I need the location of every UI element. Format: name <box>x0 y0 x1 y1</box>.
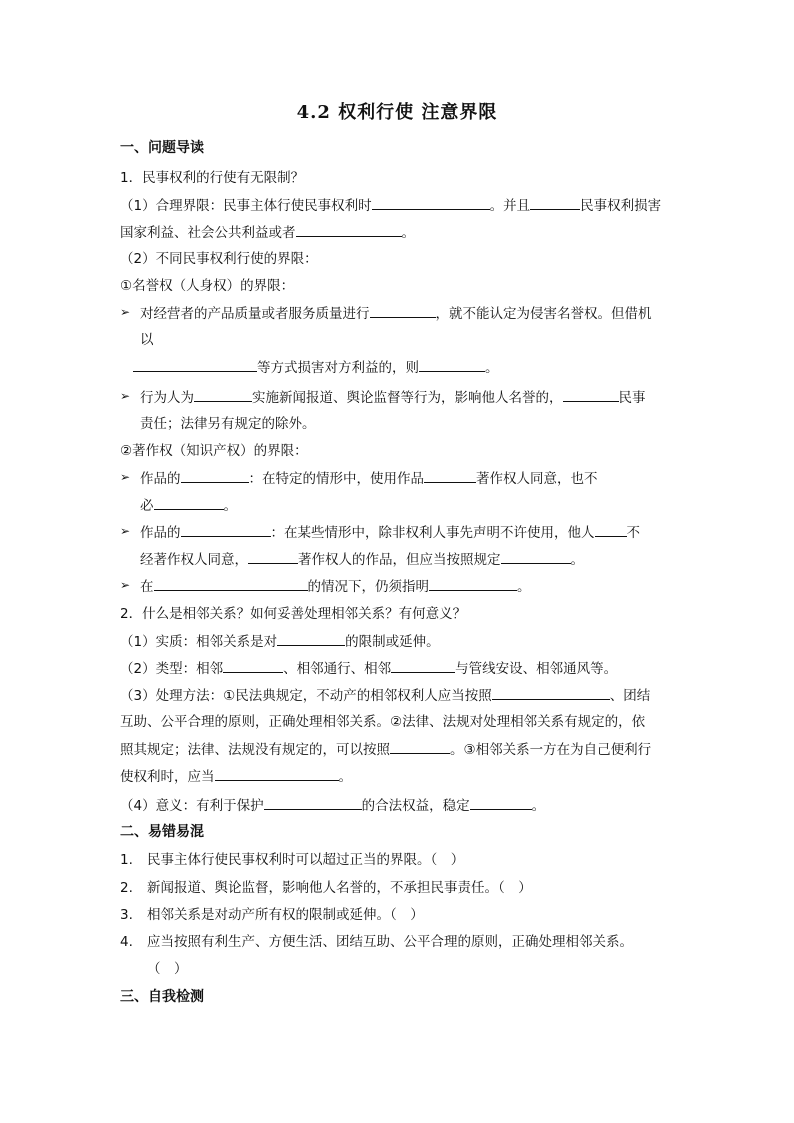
subheading-copyright: ②著作权（知识产权）的界限： <box>120 443 308 459</box>
blank[interactable] <box>248 550 298 564</box>
subheading-reputation: ①名誉权（人身权）的界限： <box>120 278 295 294</box>
bullet-2: 行为人为 实施新闻报道、舆论监督等行为，影响他人名誉的， 民事 <box>140 390 646 406</box>
blank[interactable] <box>372 196 490 210</box>
true-false-item-4: 应当按照有利生产、方便生活、团结互助、公平合理的原则，正确处理相邻关系。 <box>147 934 633 950</box>
bullet-2-cont: 责任；法律另有规定的除外。 <box>140 416 316 432</box>
blank[interactable] <box>492 686 610 700</box>
paragraph-2-3-cont-c: 使权利时，应当 。 <box>120 769 352 785</box>
blank[interactable] <box>429 577 517 591</box>
item-number: 3. <box>120 907 133 923</box>
section-heading-1: 一、问题导读 <box>120 140 204 156</box>
true-false-item-1: 民事主体行使民事权利时可以超过正当的界限。（ ） <box>147 852 465 868</box>
paragraph-2-1: （1）实质：相邻关系是对 的限制或延伸。 <box>120 634 440 650</box>
blank[interactable] <box>223 659 283 673</box>
blank[interactable] <box>215 767 339 781</box>
blank[interactable] <box>530 196 580 210</box>
bullet-3-cont: 必 。 <box>140 498 237 514</box>
blank[interactable] <box>181 469 249 483</box>
paragraph-2-3: （3）处理方法：①民法典规定，不动产的相邻权利人应当按照 、团结 <box>120 688 651 704</box>
arrow-bullet-icon: ➢ <box>120 524 131 538</box>
bullet-1-cont-a: 以 <box>140 332 154 348</box>
true-false-item-4-answer: （ ） <box>147 961 188 977</box>
bullet-1-cont-b: 等方式损害对方利益的，则 。 <box>133 358 499 377</box>
arrow-bullet-icon: ➢ <box>120 305 131 319</box>
paragraph-1-1: （1）合理界限：民事主体行使民事权利时 。并且 民事权利损害 <box>120 198 662 214</box>
question-1: 1．民事权利的行使有无限制？ <box>120 170 305 186</box>
item-number: 1. <box>120 852 133 868</box>
blank[interactable] <box>595 523 627 537</box>
paragraph-2-3-cont-b: 照其规定；法律、法规没有规定的，可以按照 。③相邻关系一方在为自己便利行 <box>120 742 652 758</box>
blank[interactable] <box>296 223 402 237</box>
blank[interactable] <box>391 659 455 673</box>
blank[interactable] <box>181 523 271 537</box>
blank[interactable] <box>370 304 436 318</box>
blank[interactable] <box>501 550 571 564</box>
paragraph-1-2: （2）不同民事权利行使的界限： <box>120 251 318 267</box>
blank[interactable] <box>390 740 450 754</box>
blank[interactable] <box>194 388 252 402</box>
section-heading-2: 二、易错易混 <box>120 824 204 840</box>
blank[interactable] <box>264 796 362 810</box>
paragraph-2-3-cont-a: 互助、公平合理的原则，正确处理相邻关系。②法律、法规对处理相邻关系有规定的，依 <box>120 714 646 730</box>
blank[interactable] <box>419 358 485 372</box>
blank[interactable] <box>154 577 308 591</box>
arrow-bullet-icon: ➢ <box>120 389 131 403</box>
bullet-4: 作品的 ：在某些情形中，除非权利人事先声明不许使用，他人 不 <box>140 525 640 541</box>
blank[interactable] <box>133 358 257 372</box>
item-number: 4. <box>120 934 133 950</box>
bullet-1: 对经营者的产品质量或者服务质量进行 ，就不能认定为侵害名誉权。但借机 <box>140 306 652 322</box>
blank[interactable] <box>277 632 345 646</box>
bullet-5: 在 的情况下，仍须指明 。 <box>140 579 531 595</box>
paragraph-2-2: （2）类型：相邻 、相邻通行、相邻 与管线安设、相邻通风等。 <box>120 661 618 677</box>
bullet-3: 作品的 ：在特定的情形中，使用作品 著作权人同意，也不 <box>140 471 598 487</box>
item-number: 2. <box>120 880 133 896</box>
arrow-bullet-icon: ➢ <box>120 578 131 592</box>
true-false-item-2: 新闻报道、舆论监督，影响他人名誉的，不承担民事责任。（ ） <box>147 880 532 896</box>
bullet-4-cont: 经著作权人同意， 著作权人的作品，但应当按照规定 。 <box>140 552 584 568</box>
paragraph-1-1-cont: 国家利益、社会公共利益或者 。 <box>120 225 415 241</box>
blank[interactable] <box>154 496 224 510</box>
true-false-item-3: 相邻关系是对动产所有权的限制或延伸。（ ） <box>147 907 424 923</box>
blank[interactable] <box>470 796 532 810</box>
blank[interactable] <box>563 388 619 402</box>
page-title: 4.2 权利行使 注意界限 <box>296 102 498 123</box>
paragraph-2-4: （4）意义：有利于保护 的合法权益，稳定 。 <box>120 798 546 814</box>
arrow-bullet-icon: ➢ <box>120 470 131 484</box>
question-2: 2．什么是相邻关系？如何妥善处理相邻关系？有何意义？ <box>120 606 467 622</box>
blank[interactable] <box>424 469 476 483</box>
section-heading-3: 三、自我检测 <box>120 989 204 1005</box>
